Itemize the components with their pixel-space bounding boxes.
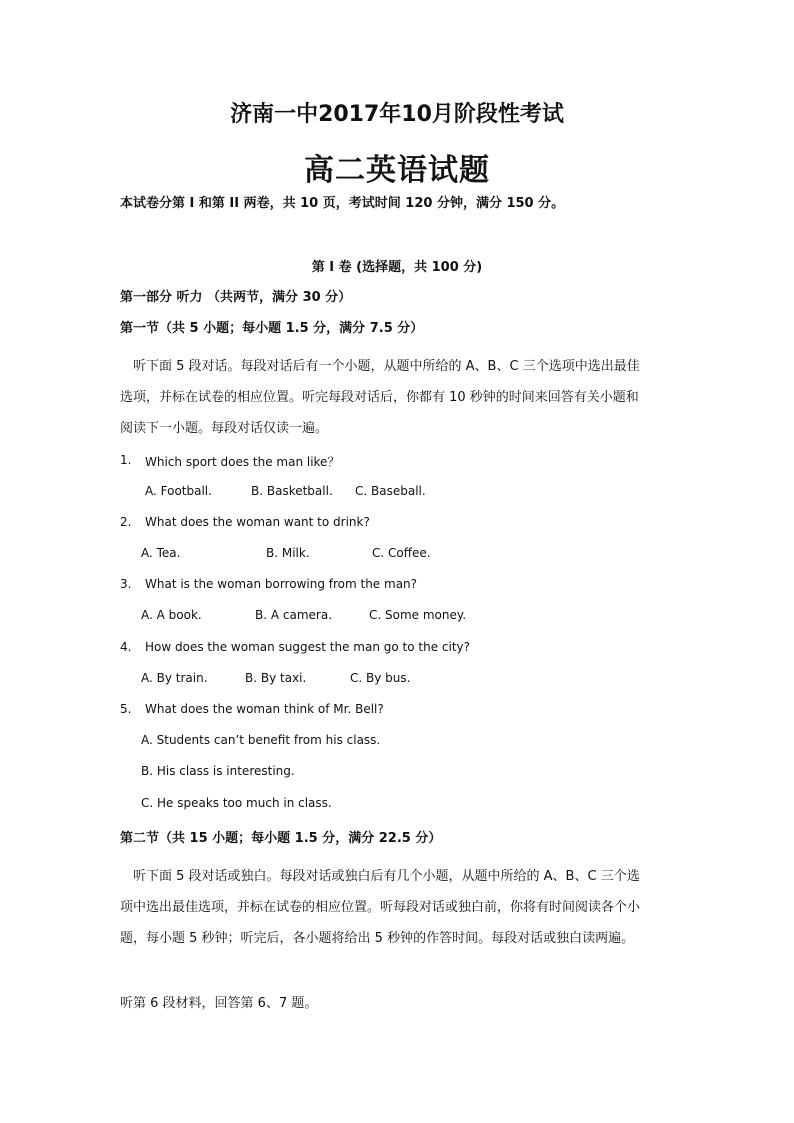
question-number: 2. bbox=[120, 515, 132, 529]
part-heading: 第一部分 听力 （共两节，满分 30 分） bbox=[120, 290, 352, 305]
option-b: B. Basketball. bbox=[251, 484, 333, 498]
question-text: Which sport does the man like？ bbox=[145, 455, 340, 469]
option-c: C. Baseball. bbox=[355, 484, 426, 498]
option-b: B. Milk. bbox=[266, 546, 310, 560]
section-2-heading: 第二节（共 15 小题；每小题 1.5 分，满分 22.5 分） bbox=[120, 831, 442, 846]
question-number: 4. bbox=[120, 640, 132, 654]
option-a: A. Tea. bbox=[141, 546, 181, 560]
question-number: 3. bbox=[120, 577, 132, 591]
option-b: B. A camera. bbox=[255, 608, 333, 622]
option-c: C. Some money. bbox=[369, 608, 467, 622]
question-text: What is the woman borrowing from the man? bbox=[145, 577, 418, 591]
option-c: C. By bus. bbox=[350, 671, 411, 685]
school-exam-title: 济南一中2017年10月阶段性考试 bbox=[230, 102, 564, 127]
section-1-instructions bbox=[120, 351, 650, 444]
question-text: What does the woman think of Mr. Bell? bbox=[145, 702, 384, 716]
question-text: What does the woman want to drink? bbox=[145, 515, 370, 529]
section-2-instructions bbox=[120, 861, 650, 954]
paper-intro: 本试卷分第 I 和第 II 两卷，共 10 页，考试时间 120 分钟，满分 150 分。 bbox=[120, 196, 565, 211]
option-a: A. Students can’t benefit from his class. bbox=[141, 733, 381, 747]
option-c: C. He speaks too much in class. bbox=[141, 796, 332, 810]
option-b: B. By taxi. bbox=[245, 671, 307, 685]
paper-title: 高二英语试题 bbox=[304, 153, 490, 188]
section-1-heading: 第一节（共 5 小题；每小题 1.5 分，满分 7.5 分） bbox=[120, 321, 424, 336]
question-number: 1. bbox=[120, 453, 132, 467]
volume-heading: 第 I 卷 (选择题，共 100 分) bbox=[311, 260, 483, 275]
section-2-instructions-text: 听下面 5 段对话或独白。每段对话或独白后有几个小题，从题中所给的 A、B、C 三个选项中选出最佳选项，并标在试卷的相应位置。听每段对话或独白前，你将有时间阅读各个小题，每小题 5 秒钟；听完后，各小题将给出 5 秒钟的作答时间。每段对话或独白读两遍。 bbox=[120, 869, 641, 946]
option-a: A. By train. bbox=[141, 671, 208, 685]
option-c: C. Coffee. bbox=[372, 546, 431, 560]
question-number: 5. bbox=[120, 702, 132, 716]
option-b: B. His class is interesting. bbox=[141, 764, 295, 778]
option-a: A. A book. bbox=[141, 608, 202, 622]
option-a: A. Football. bbox=[145, 484, 212, 498]
question-text: How does the woman suggest the man go to the city? bbox=[145, 640, 470, 654]
section-1-instructions-text: 听下面 5 段对话。每段对话后有一个小题，从题中所给的 A、B、C 三个选项中选出最佳选项，并标在试卷的相应位置。听完每段对话后，你都有 10 秒钟的时间来回答有关小题和阅读下一小题。每段对话仅读一遍。 bbox=[120, 359, 640, 436]
material-prompt: 听第 6 段材料，回答第 6、7 题。 bbox=[120, 996, 318, 1011]
